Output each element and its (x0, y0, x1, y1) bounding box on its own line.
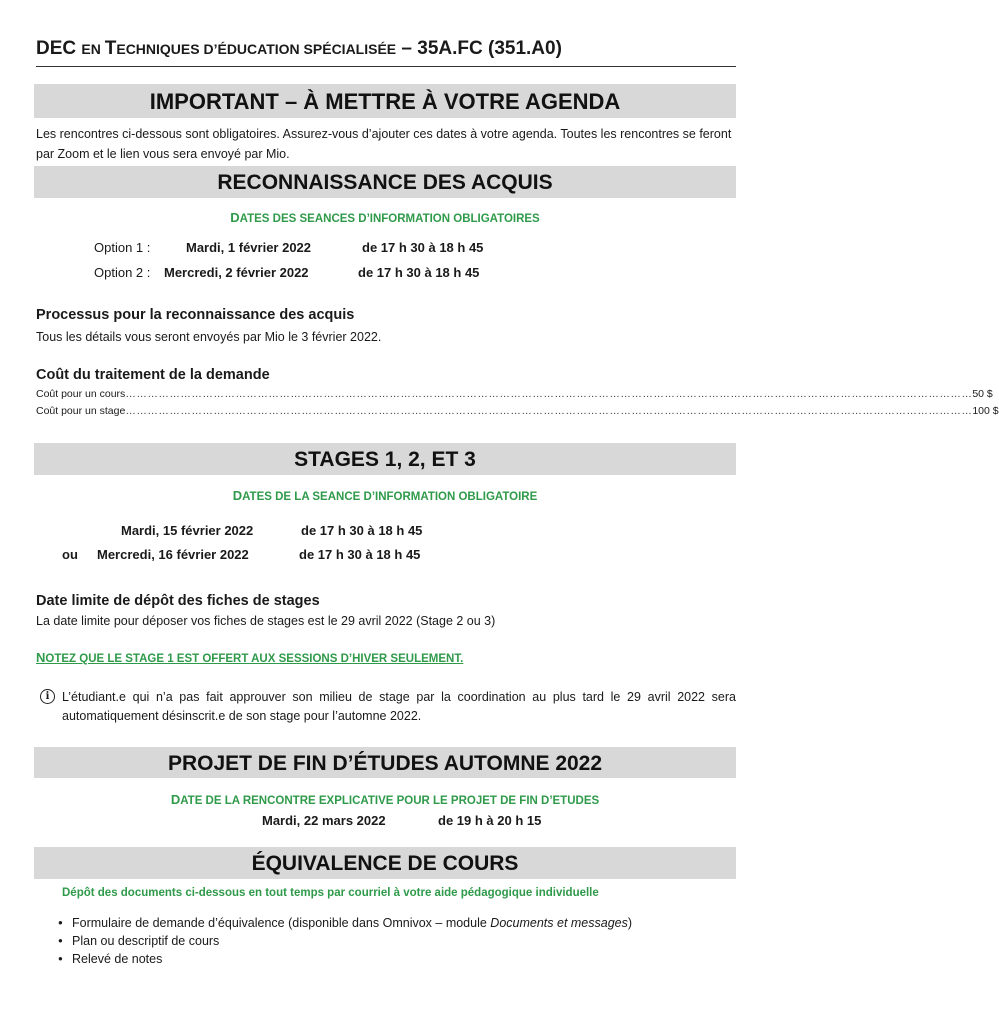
equivalence-subheading: Dépôt des documents ci-dessous en tout temps par courriel à votre aide pédagogique individuelle (62, 887, 599, 899)
cost-stage-label: Coût pour un stage (36, 405, 126, 417)
stage-session-2-time: de 17 h 30 à 18 h 45 (299, 547, 421, 562)
option-2-time: de 17 h 30 à 18 h 45 (358, 265, 480, 280)
leader-dots: …………………………………………………………………………………………………………………………………………………………………………………………………………… (125, 405, 973, 417)
cost-row-stage (36, 405, 999, 417)
process-text: Tous les détails vous seront envoyés par Mio le 3 février 2022. (36, 330, 382, 344)
deadline-text: La date limite pour déposer vos fiches de stages est le 29 avril 2022 (Stage 2 ou 3) (36, 614, 496, 628)
cost-title: Coût du traitement de la demande (36, 367, 270, 383)
info-text: L’étudiant.e qui n’a pas fait approuver son milieu de stage par la coordination au plus tard le 29 avril 2022 sera automatiquement désinscrit.e de son stage pour l’automne 2022. (62, 690, 736, 723)
cost-course-price: 50 $ (972, 388, 993, 400)
deadline-title: Date limite de dépôt des fiches de stages (36, 593, 320, 609)
stages-heading: STAGES 1, 2, ET 3 (34, 443, 736, 475)
option-1-label: Option 1 : (94, 240, 151, 255)
option-2-date: Mercredi, 2 février 2022 (164, 265, 309, 280)
equivalence-list (58, 914, 632, 968)
projet-subheading: DATE DE LA RENCONTRE EXPLICATIVE POUR LE PROJET DE FIN D’ETUDES (170, 792, 600, 807)
projet-heading: PROJET DE FIN D’ÉTUDES AUTOMNE 2022 (34, 747, 736, 778)
stages-subheading: DATES DE LA SEANCE D’INFORMATION OBLIGATOIRE (232, 488, 538, 503)
important-heading: IMPORTANT – À METTRE À VOTRE AGENDA (34, 84, 736, 118)
cost-stage-price: 100 $ (972, 405, 999, 417)
process-title: Processus pour la reconnaissance des acquis (36, 307, 355, 323)
list-item: ● Relevé de notes (58, 950, 632, 968)
stage-1-note: NOTEZ QUE LE STAGE 1 EST OFFERT AUX SESSIONS D’HIVER SEULEMENT. (36, 650, 464, 665)
info-icon: i (40, 689, 55, 704)
projet-date: Mardi, 22 mars 2022 (262, 813, 386, 828)
reconnaissance-subheading: DATES DES SEANCES D’INFORMATION OBLIGATOIRES (230, 210, 540, 225)
document-title: DEC EN TECHNIQUES D’ÉDUCATION SPÉCIALISÉE – 35A.FC (351.A0) (36, 38, 562, 59)
header-divider (36, 66, 736, 67)
stage-session-2-date: Mercredi, 16 février 2022 (97, 547, 249, 562)
important-text: Les rencontres ci-dessous sont obligatoires. Assurez-vous d’ajouter ces dates à votre agenda. Toutes les rencontres se feront par Zoom et le lien vous sera envoyé par Mio. (36, 127, 732, 161)
list-item: ● Formulaire de demande d’équivalence (disponible dans Omnivox – module Documents et messages) (58, 914, 632, 932)
option-2-label: Option 2 : (94, 265, 151, 280)
option-1-time: de 17 h 30 à 18 h 45 (362, 240, 484, 255)
reconnaissance-heading: RECONNAISSANCE DES ACQUIS (34, 166, 736, 198)
equivalence-heading: ÉQUIVALENCE DE COURS (34, 847, 736, 879)
option-1-date: Mardi, 1 février 2022 (186, 240, 312, 255)
cost-course-label: Coût pour un cours (36, 388, 126, 400)
stage-session-1-time: de 17 h 30 à 18 h 45 (301, 523, 423, 538)
stage-session-1-date: Mardi, 15 février 2022 (121, 523, 254, 538)
projet-time: de 19 h à 20 h 15 (438, 813, 542, 828)
cost-row-course (36, 388, 993, 400)
leader-dots: …………………………………………………………………………………………………………………………………………………………………………………………………………… (125, 388, 973, 400)
list-item: ● Plan ou descriptif de cours (58, 932, 632, 950)
stage-session-2-prefix: ou (62, 547, 78, 562)
